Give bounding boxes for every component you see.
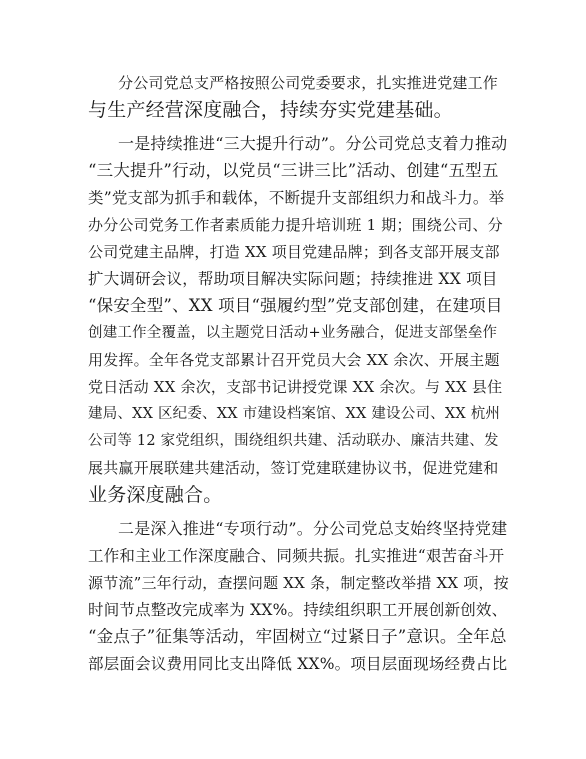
- paragraph-2-line-14: 业务深度融合。: [88, 484, 223, 506]
- paragraph-2-line-9: 用发挥。全年各党支部累计召开党员大会 XX 余次、开展主题: [88, 351, 500, 369]
- paragraph-3-line-5: “金点子”征集等活动，牢固树立“过紧日子”意识。全年总: [88, 627, 507, 646]
- paragraph-2-line-12: 公司等 12 家党组织，围绕组织共建、活动联办、廉洁共建、发: [88, 433, 499, 449]
- paragraph-2-line-4: 办分公司党务工作者素质能力提升培训班 1 期；围绕公司、分: [88, 216, 503, 234]
- paragraph-1-line-2: 与生产经营深度融合，持续夯实党建基础。: [88, 99, 453, 121]
- paragraph-3-line-3: 源节流”三年行动，查摆问题 XX 条，制定整改举措 XX 项，按: [88, 574, 509, 592]
- paragraph-2-line-5: 公司党建主品牌，打造 XX 项目党建品牌；到各支部开展支部: [88, 243, 500, 261]
- paragraph-2-line-13: 展共赢开展联建共建活动，签订党建联建协议书，促进党建和: [88, 459, 499, 477]
- paragraph-2-line-8: 创建工作全覆盖，以主题党日活动+业务融合，促进支部堡垒作: [88, 325, 498, 341]
- paragraph-2-line-10: 党日活动 XX 余次，支部书记讲授党课 XX 余次。与 XX 县住: [88, 378, 503, 396]
- paragraph-3-line-2: 工作和主业工作深度融合、同频共振。扎实推进“艰苦奋斗开: [88, 547, 505, 565]
- paragraph-2-line-1: 一是持续推进“三大提升行动”。分公司党总支着力推动: [118, 134, 508, 153]
- paragraph-3-line-1: 二是深入推进“专项行动”。分公司党总支始终坚持党建: [118, 519, 508, 538]
- paragraph-2-line-6: 扩大调研会议，帮助项目解决实际问题；持续推进 XX 项目: [88, 270, 498, 288]
- paragraph-3-line-4: 时间节点整改完成率为 XX%。持续组织职工开展创新创效、: [88, 601, 508, 619]
- paragraph-2-line-2: “三大提升”行动，以党员“三讲三比”活动、创建“五型五: [88, 161, 499, 180]
- paragraph-2-line-7: “保安全型”、XX 项目“强履约型”党支部创建，在建项目: [88, 296, 503, 315]
- paragraph-1-line-1: 分公司党总支严格按照公司党委要求，扎实推进党建工作: [118, 74, 499, 92]
- paragraph-3-line-6: 部层面会议费用同比支出降低 XX%。项目层面现场经费占比: [88, 655, 508, 673]
- paragraph-2-line-11: 建局、XX 区纪委、XX 市建设档案馆、XX 建设公司、XX 杭州: [88, 406, 501, 422]
- paragraph-2-line-3: 类”党支部为抓手和载体，不断提升支部组织力和战斗力。举: [88, 189, 505, 207]
